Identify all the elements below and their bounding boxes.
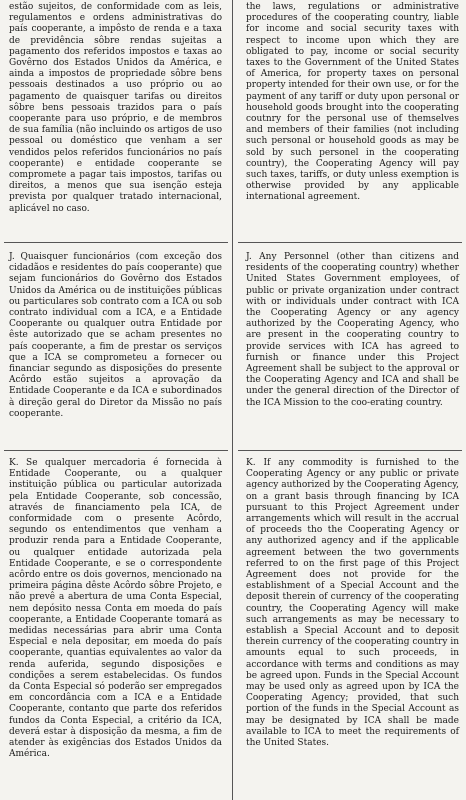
column-divider — [232, 0, 233, 800]
section-separator — [4, 450, 228, 451]
pt-paragraph-intro: estão sujeitos, de conformidade com as leis, regulamentos e ordens administrativas do país cooperante, a impôsto de renda e a taxa de previdência sôbre rendas sujeitas a pagamento dos referidos impostos e taxas ao Govêrno dos Estados Unidos da América, e ainda a impostos de propriedade sôbre bens pessoais destinados a uso próprio ou ao pagamento de quaisquer tarifas ou direitos sôbre bens pessoais trazidos para o país cooperante para uso próprio, e de membros de sua família (não incluindo os artigos de uso pessoal ou doméstico que venham a ser vendidos pelos referidos funcionários no país cooperante) e entidade cooperante se compromete a pagar tais impostos, tarifas ou direitos, a menos que sua isenção esteja prevista por qualquer tratado internacional, aplicável no caso. — [9, 2, 222, 214]
section-separator — [4, 242, 228, 243]
section-separator — [238, 242, 462, 243]
section-separator — [238, 450, 462, 451]
pt-paragraph-k: K. Se qualquer mercadoria é fornecida à Entidade Cooperante, ou a qualquer instituição pública ou particular autorizada pela Entidade Cooperante, sob concessão, através de financiamento pela ICA, de conformidade com o presente Acôrdo, segundo os entendimentos que venham a produzir renda para a Entidade Cooperante, ou qualquer entidade autorizada pela Entidade Cooperante, e se o correspondente acôrdo entre os dois governos, mencionado na primeira página dêste Acôrdo sôbre Projeto, e não prevê a abertura de uma Conta Especial, nem depósito nessa Conta em moeda do país cooperante, a Entidade Cooperante tomará as medidas necessárias para abrir uma Conta Especial e nela depositar, em moeda do país cooperante, quantias equivalentes ao valor da renda auferida, segundo disposições e condições a serem estabelecidas. Os fundos da Conta Especial só poderão ser empregados em concordância com a ICA e a Entidade Cooperante, contanto que parte dos referidos fundos da Conta Especial, a critério da ICA, deverá estar à disposição da mesma, a fim de atender às exigências dos Estados Unidos da América. — [9, 458, 222, 760]
en-paragraph-k: K. If any commodity is furnished to the Cooperating Agency or any public or private agency authorized by the Cooperating Agency, on a grant basis through financing by ICA pursuant to this Project Agreement under arrangements which will result in the accrual of proceeds tho the Cooperating Agency or any authorized agency and if the applicable agreement between the two governments referred to on the first page of this Project Agreement does not provide for the establishment of a Special Account and the deposit therein of currency of the cooperating country, the Cooperating Agency will make such arrangements as may be necessary to establish a Special Account and to deposit therein currency of the cooperating country in amounts equal to such proceeds, in accordance with terms and conditions as may be agreed upon. Funds in the Special Account may be used only as agreed upon by ICA the Cooperating Agency; provided, that such portion of the funds in the Special Account as may be designated by ICA shall be made available to ICA to meet the requirements of the United States. — [246, 458, 459, 749]
pt-paragraph-j: J. Quaisquer funcionários (com exceção dos cidadãos e residentes do país cooperante) que sejam funcionários do Govêrno dos Estados Unidos da América ou de instituições públicas ou particulares sob contrato com a ICA ou sob contrato individual com a ICA, e a Entidade Cooperante ou qualquer outra Entidade por êste autorizado que se acham presentes no país cooperante, a fim de prestar os serviços que a ICA se comprometeu a fornecer ou financiar segundo as disposições do presente Acôrdo estão sujeitos a aprovação da Entidade Cooperante e da ICA e subordinados à direção geral do Diretor da Missão no país cooperante. — [9, 252, 222, 419]
en-paragraph-intro: the laws, regulations or administrative procedures of the cooperating country, liable for income and social security taxes with respect to income upon which they are obligated to pay, income or social security taxes to the Government of the United States of America, for property taxes on personal property intended for their own use, or for the payment of any tariff or duty upon personal or household goods brought into the cooperating coutnry for the personal use of themselves and members of their families (not including such personal or household goods as may be sold by such personel in the cooperating country), the Cooperating Agency will pay such taxes, tariffs, or duty unless exemption is otherwise provided by any applicable international agreement. — [246, 2, 459, 203]
en-paragraph-j: J. Any Personnel (other than citizens and residents of the cooperating country) whether United States Government employees, of public or private organization under contract with or individuals under contract with ICA the Cooperating Agency or any agency authorized by the Cooperating Agency, who are present in the cooperating country to provide services with ICA has agreed to furnish or finance under this Project Agreement shall be subject to the approval or the Cooperating Agency and ICA and shall be under the general direction of the Director of the ICA Mission to the coo-erating country. — [246, 252, 459, 408]
